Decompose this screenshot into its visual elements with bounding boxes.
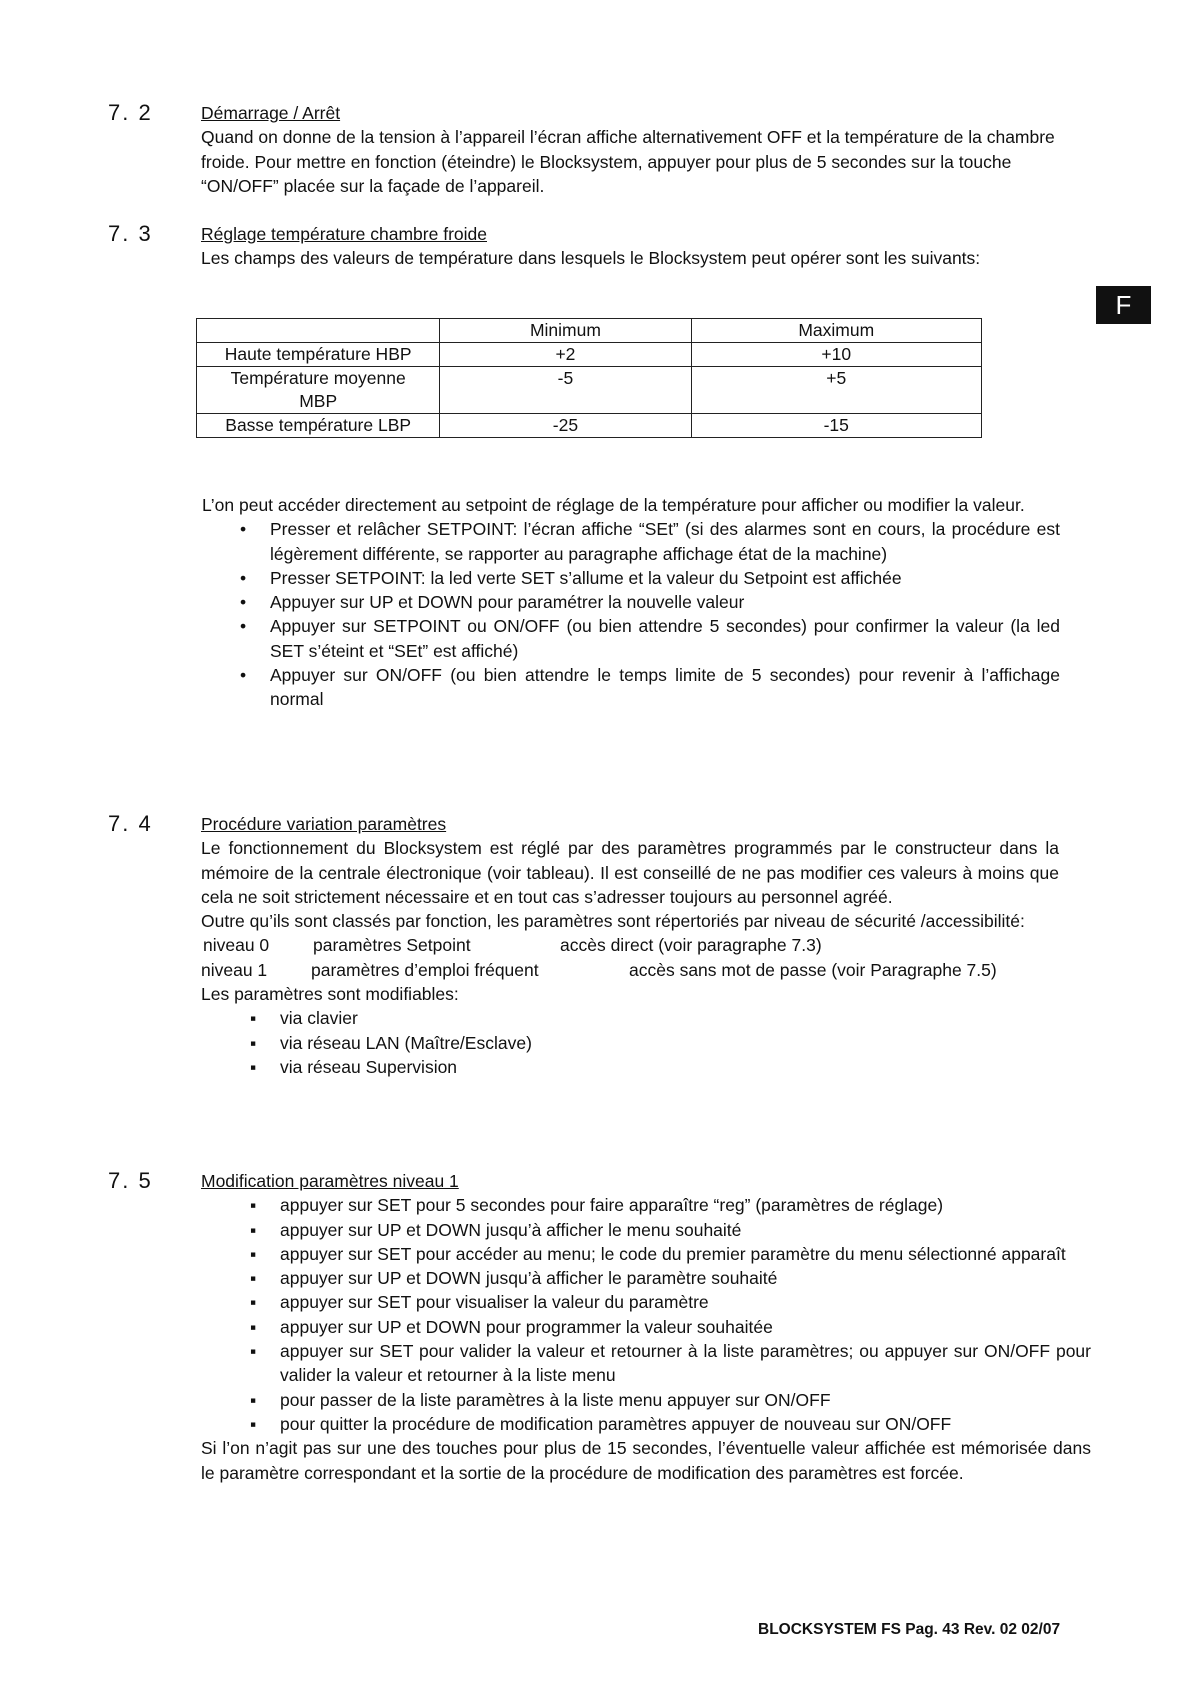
section-number: 7. 4 <box>108 811 153 836</box>
list-item: ▪ via clavier <box>250 1008 358 1029</box>
section-text: Le fonctionnement du Blocksystem est réglé par des paramètres programmés par le constructeur dans la mémoire de la centrale électronique (voir tableau). Il est conseillé de ne pas modifier ces valeurs à moins que cela ne soit strictement nécessaire et en tout cas s’adresser toujours au personnel agréé. <box>201 838 1059 907</box>
section-text: Quand on donne de la tension à l’appareil l’écran affiche alternativement OFF et la température de la chambre froide. Pour mettre en fonction (éteindre) le Blocksystem, appuyer pour plus de 5 secondes sur la touche “ON/OFF” placée sur la façade de l’appareil. <box>201 127 1055 196</box>
table-row <box>197 343 982 367</box>
table-header-row <box>197 319 982 343</box>
section-number: 7. 5 <box>108 1168 153 1193</box>
table-cell: -5 <box>440 367 691 414</box>
table-cell: Haute température HBP <box>197 343 440 367</box>
section-number: 7. 3 <box>108 221 153 246</box>
table-header <box>197 319 440 343</box>
section-title: Procédure variation paramètres <box>201 814 447 834</box>
setpoint-block <box>202 493 1060 712</box>
section-text: Les paramètres sont modifiables: <box>201 984 459 1005</box>
list-item: • Appuyer sur UP et DOWN pour paramétrer la nouvelle valeur <box>240 592 745 613</box>
table-row <box>197 414 982 438</box>
section-title: Modification paramètres niveau 1 <box>201 1171 459 1191</box>
list-item: ▪ appuyer sur SET pour accéder au menu; le code du premier paramètre du menu sélectionné apparaît <box>250 1243 1066 1264</box>
list-item: ▪ appuyer sur SET pour valider la valeur et retourner à la liste paramètres; ou appuyer sur ON/OFF pour valider la valeur et retourner à la liste menu <box>250 1341 1091 1386</box>
list-item: ▪ appuyer sur UP et DOWN jusqu’à afficher le paramètre souhaité <box>250 1268 778 1289</box>
paragraph: L’on peut accéder directement au setpoint de réglage de la température pour afficher ou modifier la valeur. <box>202 495 1025 515</box>
table-cell: -25 <box>440 414 691 438</box>
section-text: Outre qu’ils sont classés par fonction, les paramètres sont répertoriés par niveau de sécurité /accessibilité: <box>201 911 1025 932</box>
list-item: ▪ appuyer sur UP et DOWN jusqu’à afficher le menu souhaité <box>250 1219 742 1240</box>
setpoint-steps <box>240 517 1060 711</box>
level-row: niveau 1 paramètres d’emploi fréquent accès sans mot de passe (voir Paragraphe 7.5) <box>201 959 997 980</box>
list-item: • Appuyer sur ON/OFF (ou bien attendre le temps limite de 5 secondes) pour revenir à l’affichage normal <box>240 665 1060 710</box>
table-header: Maximum <box>691 319 981 343</box>
list-item: • Appuyer sur SETPOINT ou ON/OFF (ou bien attendre 5 secondes) pour confirmer la valeur (la led SET s’éteint et “SEt” est affiché) <box>240 616 1060 661</box>
list-item: ▪ pour quitter la procédure de modification paramètres appuyer de nouveau sur ON/OFF <box>250 1413 952 1434</box>
procedure-steps <box>250 1193 1091 1436</box>
list-item: • Presser et relâcher SETPOINT: l’écran affiche “SEt” (si des alarmes sont en cours, la procédure est légèrement différente, se rapporter au paragraphe affichage état de la machine) <box>240 519 1060 564</box>
list-item: ▪ via réseau LAN (Maître/Esclave) <box>250 1032 532 1053</box>
list-item: • Presser SETPOINT: la led verte SET s’allume et la valeur du Setpoint est affichée <box>240 567 902 588</box>
temperature-range-table <box>196 318 982 438</box>
language-tab: F <box>1096 286 1151 324</box>
level-row: niveau 0 paramètres Setpoint accès direct (voir paragraphe 7.3) <box>203 935 822 956</box>
list-item: ▪ pour passer de la liste paramètres à la liste menu appuyer sur ON/OFF <box>250 1389 831 1410</box>
modification-methods <box>250 1006 1059 1079</box>
section-text: Les champs des valeurs de température dans lesquels le Blocksystem peut opérer sont les suivants: <box>201 248 981 269</box>
table-cell: -15 <box>691 414 981 438</box>
table-row <box>197 367 982 414</box>
table-cell: +10 <box>691 343 981 367</box>
table-cell: +5 <box>691 367 981 414</box>
page-footer: BLOCKSYSTEM FS Pag. 43 Rev. 02 02/07 <box>758 1621 1061 1638</box>
list-item: ▪ via réseau Supervision <box>250 1056 458 1077</box>
list-item: ▪ appuyer sur SET pour 5 secondes pour faire apparaître “reg” (paramètres de réglage) <box>250 1195 944 1216</box>
section-title: Démarrage / Arrêt <box>201 103 341 123</box>
table-header: Minimum <box>440 319 691 343</box>
section-text: Si l’on n’agit pas sur une des touches pour plus de 15 secondes, l’éventuelle valeur affichée est mémorisée dans le paramètre correspondant et la sortie de la procédure de modification des paramètres est forcée. <box>201 1438 1091 1483</box>
section-number: 7. 2 <box>108 100 153 125</box>
list-item: ▪ appuyer sur SET pour visualiser la valeur du paramètre <box>250 1292 709 1313</box>
list-item: ▪ appuyer sur UP et DOWN pour programmer la valeur souhaitée <box>250 1316 773 1337</box>
table-cell: +2 <box>440 343 691 367</box>
table-cell: Basse température LBP <box>197 414 440 438</box>
table-cell: Température moyenne MBP <box>197 367 440 414</box>
section-title: Réglage température chambre froide <box>201 224 487 244</box>
